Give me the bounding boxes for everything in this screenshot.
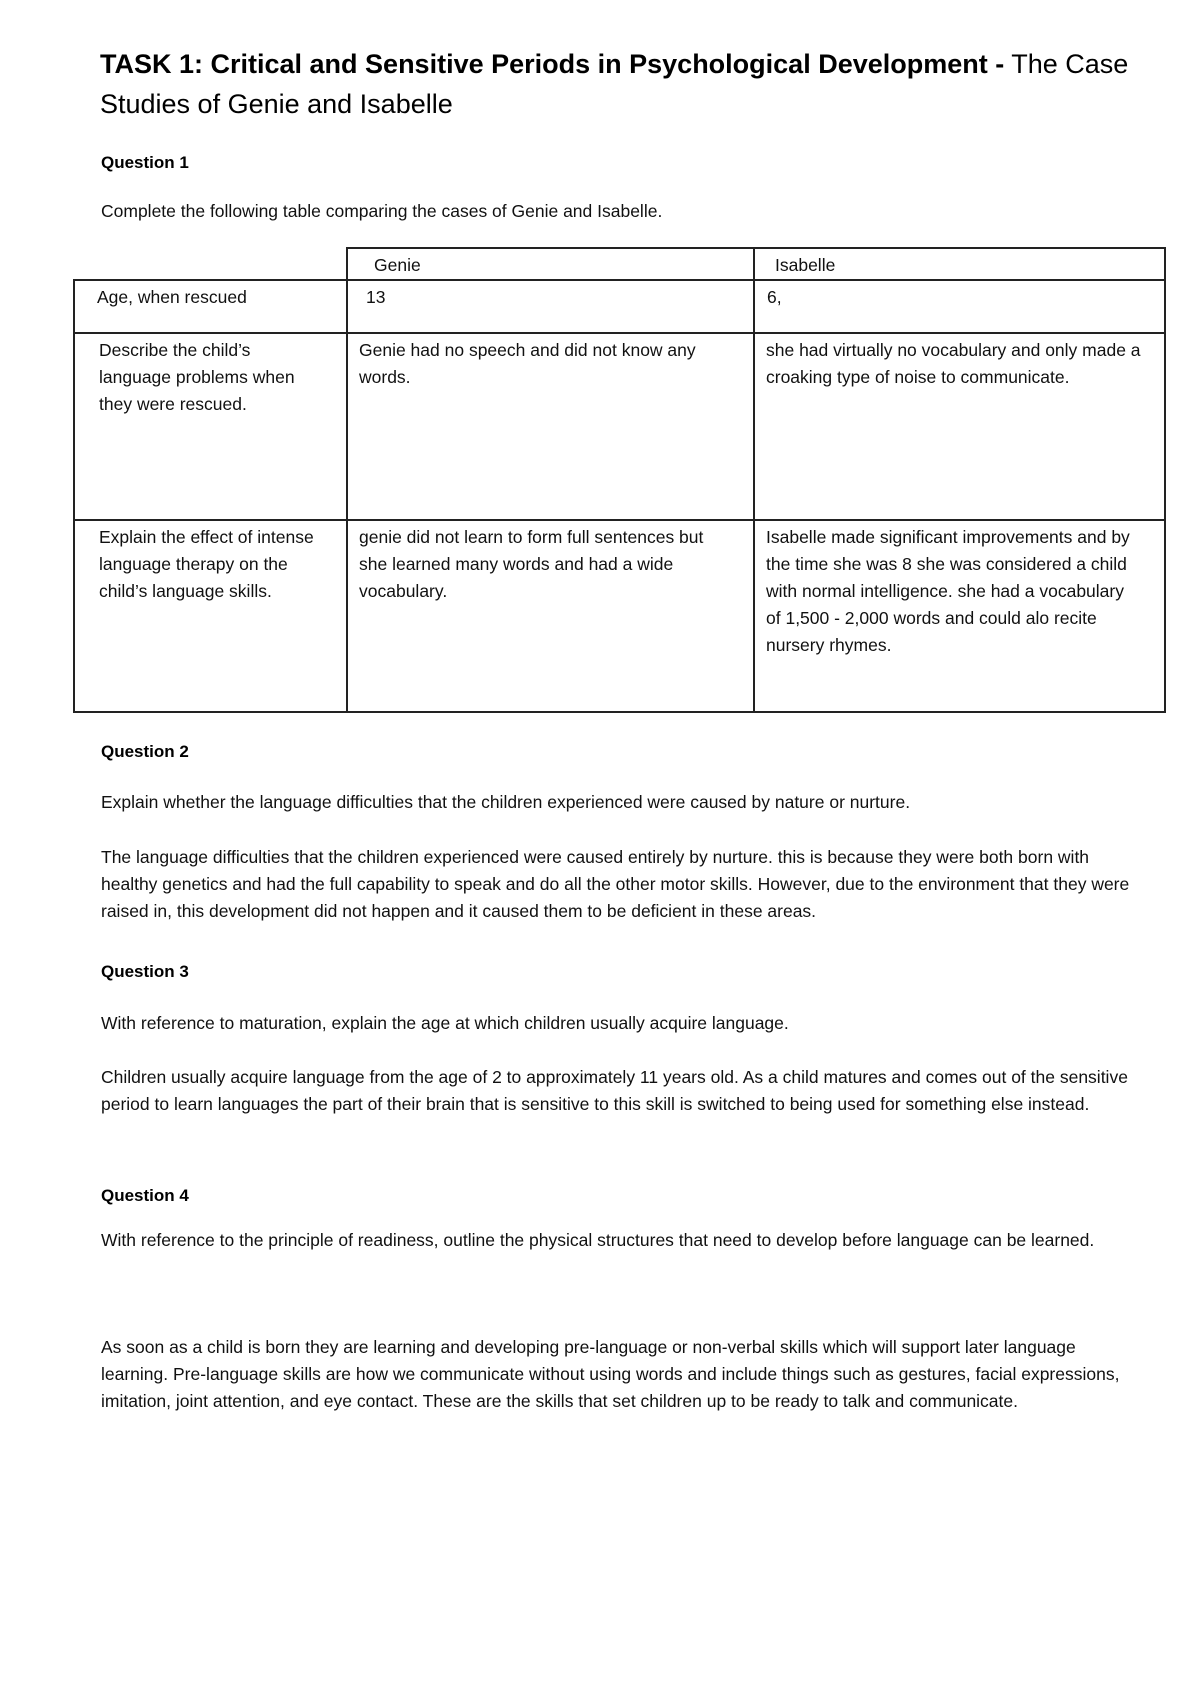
title-bold: TASK 1: Critical and Sensitive Periods in Psychological Development - <box>100 49 1005 79</box>
question-4-prompt: With reference to the principle of readiness, outline the physical structures that need to develop before language can be learned. <box>101 1230 1095 1250</box>
question-3-label: Question 3 <box>101 962 189 981</box>
question-2-answer: The language difficulties that the children experienced were caused entirely by nurture. this is because they were both born with healthy genetics and had the full capability to speak and do all the other motor skills. However, due to the environment that they were raised in, this development did not happen and it caused them to be deficient in these areas. <box>101 847 1130 921</box>
question-1-prompt: Complete the following table comparing the cases of Genie and Isabelle. <box>101 201 663 221</box>
question-3-answer: Children usually acquire language from the age of 2 to approximately 11 years old. As a child matures and comes out of the sensitive period to learn languages the part of their brain that is sensitive to this skill is switched to being used for something else instead. <box>101 1067 1128 1114</box>
title-rest: The Case Studies of Genie and Isabelle <box>100 49 1129 119</box>
isabelle-language-problems: she had virtually no vocabulary and only made a croaking type of noise to communicate. <box>754 333 1165 520</box>
header-genie: Genie <box>347 248 754 280</box>
comparison-table <box>73 247 1166 713</box>
question-2-label: Question 2 <box>101 742 189 761</box>
genie-therapy-effect: genie did not learn to form full sentences but she learned many words and had a wide vocabulary. <box>347 520 754 712</box>
table-row <box>74 333 1165 520</box>
isabelle-therapy-effect: Isabelle made significant improvements and by the time she was 8 she was considered a child with normal intelligence. she had a vocabulary of 1,500 - 2,000 words and could alo recite nursery rhymes. <box>754 520 1165 712</box>
page-title <box>100 44 1130 124</box>
genie-age: 13 <box>347 280 754 333</box>
header-empty-cell <box>74 248 347 280</box>
row-label-language-problems: Describe the child’s language problems when they were rescued. <box>74 333 347 520</box>
question-1-label: Question 1 <box>101 153 189 172</box>
row-label-age: Age, when rescued <box>74 280 347 333</box>
table-row <box>74 280 1165 333</box>
row-label-therapy-effect: Explain the effect of intense language therapy on the child’s language skills. <box>74 520 347 712</box>
question-3-prompt: With reference to maturation, explain the age at which children usually acquire language. <box>101 1013 789 1033</box>
table-header-row <box>74 248 1165 280</box>
question-2-prompt: Explain whether the language difficulties that the children experienced were caused by nature or nurture. <box>101 792 911 812</box>
header-isabelle: Isabelle <box>754 248 1165 280</box>
question-4-answer: As soon as a child is born they are learning and developing pre-language or non-verbal skills which will support later language learning. Pre-language skills are how we communicate without using words and include things such as gestures, facial expressions, imitation, joint attention, and eye contact. These are the skills that set children up to be ready to talk and communicate. <box>101 1337 1120 1411</box>
table-row <box>74 520 1165 712</box>
isabelle-age: 6, <box>754 280 1165 333</box>
genie-language-problems: Genie had no speech and did not know any words. <box>347 333 754 520</box>
question-4-label: Question 4 <box>101 1186 189 1205</box>
